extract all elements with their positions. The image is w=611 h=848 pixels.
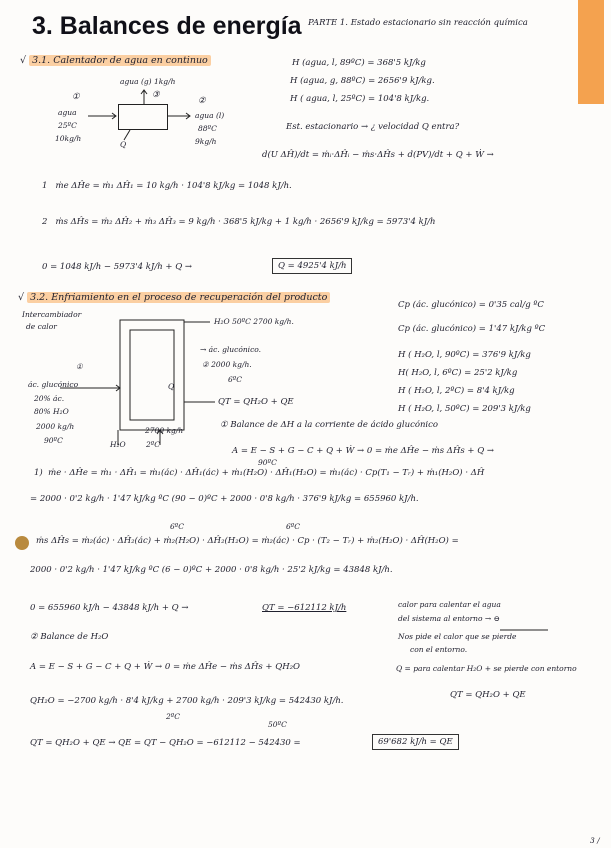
h2o-inlet-temp: 2ºC — [146, 440, 161, 449]
stream-1-marker: ① — [72, 92, 80, 102]
prop-cp-cal: Cp (ác. glucónico) = 0'35 cal/g ºC — [398, 300, 544, 310]
eq-line-1: 1) ṁe · ΔĤe = ṁ₁ · ΔĤ₁ = ṁ₁(ác) · ΔĤ₁(ác) + ṁ₁(H₂O) · ΔĤ₁(H₂O) = ṁ₁(ác) · Cp(T₁ − Tᵣ) + ṁ₁(H₂O) · ΔĤ — [34, 468, 485, 478]
heat-input-label: Q — [120, 140, 127, 149]
feed-water-pct: 80% H₂O — [34, 407, 69, 416]
result-q-box: Q = 4925'4 kJ/h — [272, 258, 352, 274]
feed-temp: 90ºC — [44, 436, 63, 445]
eq-balance: 0 = 1048 kJ/h − 5973'4 kJ/h + Q → — [42, 262, 192, 272]
page-mark: 3 / — [590, 836, 600, 845]
side-note-1b: del sistema al entorno → ⊖ — [398, 614, 500, 623]
eq-inlet-enthalpy: 1 ṁe ΔĤe = ṁ₁ ΔĤ₁ = 10 kg/h · 104'8 kJ/kg = 1048 kJ/h. — [42, 181, 292, 191]
eq-line-5: 0 = 655960 kJ/h − 43848 kJ/h + Q → — [30, 603, 189, 613]
outlet-temp: 88ºC — [198, 124, 217, 133]
eq-line-2: = 2000 · 0'2 kg/h · 1'47 kJ/kg ºC (90 − 0)ºC + 2000 · 0'8 kg/h · 376'9 kJ/kg = 655960 kJ/h. — [30, 494, 419, 504]
prop-h2o-50: H ( H₂O, l, 50ºC) = 209'3 kJ/kg — [398, 404, 531, 414]
acid-outlet-temp: 6ºC — [228, 375, 243, 384]
temp-50-annotation: 50ºC — [268, 720, 287, 729]
question-text: Est. estacionario → ¿ velocidad Q entra? — [286, 122, 460, 132]
energy-balance-general: d(U ΔĤ)/dt = ṁᵢ·ΔĤᵢ − ṁs·ΔĤs + d(PV)/dt + Q + Ẇ → — [262, 150, 494, 160]
qe-result-box: 69'682 kJ/h = QE — [372, 734, 459, 750]
prop-water-g-88: H (agua, g, 88ºC) = 2656'9 kJ/kg. — [290, 76, 435, 86]
feed-name: ác. glucónico — [28, 380, 79, 389]
exchanger-label-1: Intercambiador — [22, 310, 82, 319]
stream-2-marker: ② — [198, 96, 206, 106]
side-note-1a: calor para calentar el agua — [398, 600, 501, 609]
acid-outlet-label: → ác. glucónico. — [200, 345, 262, 354]
inlet-flow: 10kg/h — [55, 134, 82, 143]
balance-2-equation: A = E − S + G − C + Q + Ẇ → 0 = ṁe ΔĤe − ṁs ΔĤs + QH₂O — [30, 662, 300, 672]
inlet-temp: 25ºC — [58, 121, 77, 130]
page-title: 3. Balances de energía — [32, 12, 302, 40]
outlet-flow: 9kg/h — [195, 137, 217, 146]
prop-cp-kj: Cp (ác. glucónico) = 1'47 kJ/kg ºC — [398, 324, 546, 334]
heat-label-3-2: Q — [168, 382, 175, 391]
stream-1-marker-3-2: ① — [76, 362, 83, 371]
balance-2-heading: ② Balance de H₂O — [30, 632, 109, 642]
eq-outlet-enthalpy: 2 ṁs ΔĤs = ṁ₂ ΔĤ₂ + ṁ₃ ΔĤ₃ = 9 kg/h · 368'5 kJ/kg + 1 kg/h · 2656'9 kJ/kg = 5973'4 kJ/h — [42, 217, 436, 227]
prop-water-l-89: H (agua, l, 89ºC) = 368'5 kJ/kg — [292, 58, 426, 68]
exchanger-label-2: de calor — [26, 322, 57, 331]
sticker-dot — [15, 536, 29, 550]
feed-flow: 2000 kg/h — [36, 422, 75, 431]
side-note-2b: con el entorno. — [410, 645, 468, 654]
inlet-label: agua — [58, 108, 77, 117]
h2o-outlet-label: H₂O 50ºC 2700 kg/h. — [214, 317, 294, 326]
section-3-1-heading: √ 3.1. Calentador de agua en continuo — [20, 55, 211, 66]
part-subtitle: PARTE 1. Estado estacionario sin reacción química — [308, 18, 528, 28]
prop-h2o-2: H ( H₂O, l, 2ºC) = 8'4 kJ/kg — [398, 386, 515, 396]
outlet-label: agua (l) — [195, 111, 225, 120]
balance-1-note: ① Balance de ΔH a la corriente de ácido glucónico — [220, 420, 439, 430]
acid-outlet-flow: ② 2000 kg/h. — [202, 360, 252, 369]
q-definition-note: Q = para calentar H₂O + se pierde con entorno — [396, 664, 577, 673]
section-3-2-heading: √ 3.2. Enfriamiento en el proceso de recuperación del producto — [18, 292, 330, 303]
feed-acid-pct: 20% ác. — [34, 394, 65, 403]
eq-line-3: ṁs ΔĤs = ṁ₂(ác) · ΔĤ₂(ác) + ṁ₂(H₂O) · ΔĤ₂(H₂O) = ṁ₂(ác) · Cp · (T₂ − Tᵣ) + ṁ₂(H₂O) · ΔĤ(H₂O) = — [36, 536, 459, 546]
qt-definition: QT = QH₂O + QE — [218, 397, 294, 407]
stream-3-marker: ③ — [152, 90, 160, 100]
qt-definition-right: QT = QH₂O + QE — [450, 690, 526, 700]
temp-6-annotation-b: 6ºC — [286, 522, 301, 531]
qt-result: QT = −612112 kJ/h — [262, 603, 347, 613]
qe-equation: QT = QH₂O + QE → QE = QT − QH₂O = −612112 − 542430 = — [30, 738, 301, 748]
prop-water-l-25: H ( agua, l, 25ºC) = 104'8 kJ/kg. — [290, 94, 430, 104]
temp-90-annotation: 90ºC — [258, 458, 277, 467]
prop-h2o-90: H ( H₂O, l, 90ºC) = 376'9 kJ/kg — [398, 350, 531, 360]
temp-2-annotation: 2ºC — [166, 712, 181, 721]
side-note-2a: Nos pide el calor que se pierde — [398, 632, 517, 641]
prop-h2o-6: H( H₂O, l, 6ºC) = 25'2 kJ/kg — [398, 368, 518, 378]
temp-6-annotation-a: 6ºC — [170, 522, 185, 531]
top-stream-label: agua (g) 1kg/h — [120, 77, 176, 86]
general-balance-3-2: A = E − S + G − C + Q + Ẇ → 0 = ṁe ΔĤe − ṁs ΔĤs + Q → — [232, 446, 495, 456]
eq-line-4: 2000 · 0'2 kg/h · 1'47 kJ/kg ºC (6 − 0)ºC + 2000 · 0'8 kg/h · 25'2 kJ/kg = 43848 kJ/h. — [30, 565, 393, 575]
qh2o-equation: QH₂O = −2700 kg/h · 8'4 kJ/kg + 2700 kg/h · 209'3 kJ/kg = 542430 kJ/h. — [30, 696, 344, 706]
h2o-inlet-flow: 2700 kg/h — [145, 426, 184, 435]
h2o-inlet-name: H₂O — [110, 440, 126, 449]
